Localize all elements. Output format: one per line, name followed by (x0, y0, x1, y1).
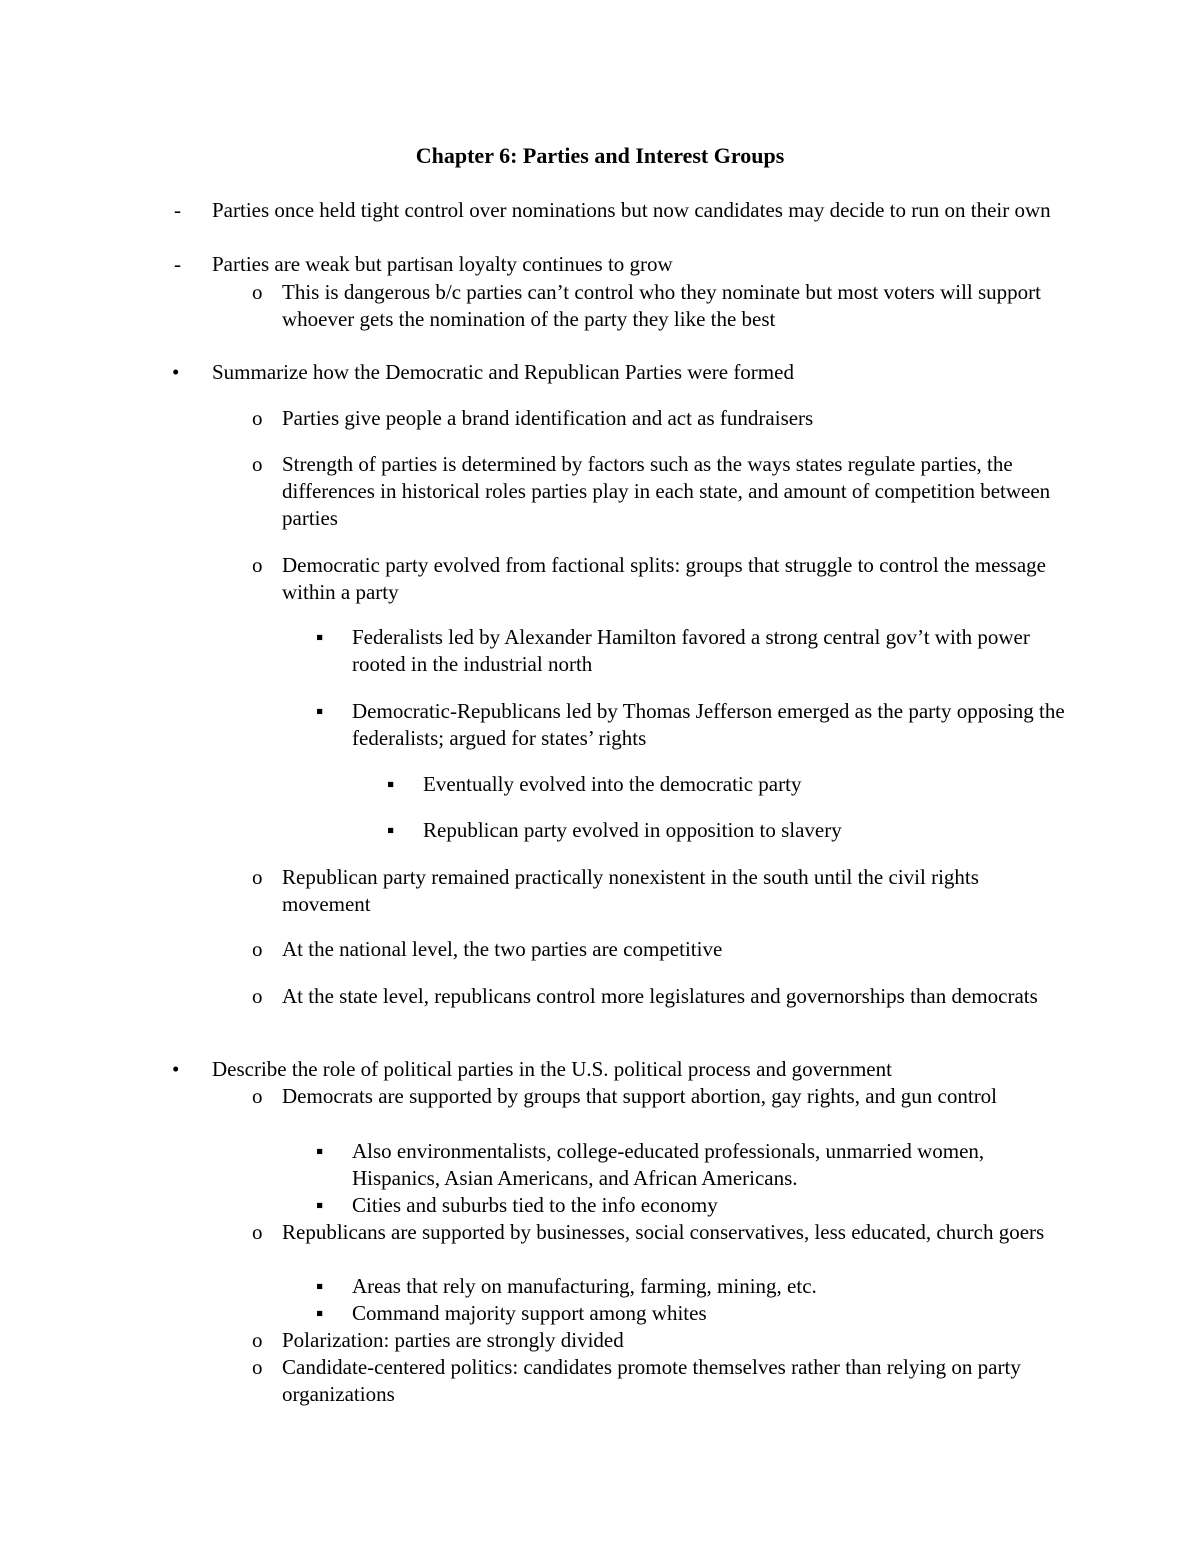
list-item: o Democrats are supported by groups that support abortion, gay rights, and gun control (252, 1084, 998, 1108)
list-item: ▪ Areas that rely on manufacturing, farming, mining, etc. (316, 1274, 817, 1298)
list-item: o Polarization: parties are strongly divided (252, 1328, 624, 1352)
list-item: o Strength of parties is determined by factors such as the ways states regulate parties, the differences in historical roles parties play in each state, and amount of competition between parties (252, 452, 1051, 530)
square-marker: ▪ (387, 772, 395, 796)
page-title: Chapter 6: Parties and Interest Groups (415, 143, 785, 168)
list-item: ▪ Republican party evolved in opposition to slavery (387, 818, 842, 842)
dash-marker: - (174, 198, 181, 222)
list-item: o Parties give people a brand identification and act as fundraisers (252, 406, 814, 430)
dash-marker: - (174, 252, 181, 276)
square-marker: ▪ (387, 818, 395, 842)
list-item: • Describe the role of political parties in the U.S. political process and government (172, 1057, 892, 1081)
list-item: ▪ Federalists led by Alexander Hamilton favored a strong central gov’t with power rooted in the industrial north (316, 625, 1030, 676)
list-item: o Democratic party evolved from factional splits: groups that struggle to control the message within a party (252, 553, 1046, 604)
list-item: ▪ Democratic-Republicans led by Thomas Jefferson emerged as the party opposing the federalists; argued for states’ rights (316, 699, 1065, 750)
list-item: o Candidate-centered politics: candidates promote themselves rather than relying on party organizations (252, 1355, 1021, 1406)
list-item: ▪ Command majority support among whites (316, 1301, 707, 1325)
list-item: o At the national level, the two parties are competitive (252, 937, 723, 961)
square-marker: ▪ (316, 1274, 324, 1298)
square-marker: ▪ (316, 1193, 324, 1217)
list-item: o At the state level, republicans control more legislatures and governorships than democrats (252, 984, 1038, 1008)
list-item: o Republican party remained practically nonexistent in the south until the civil rights movement (252, 865, 979, 916)
circle-marker: o (252, 1220, 263, 1244)
circle-marker: o (252, 937, 263, 961)
list-item: ▪ Cities and suburbs tied to the info economy (316, 1193, 718, 1217)
square-marker: ▪ (316, 625, 324, 649)
list-item: - Parties once held tight control over nominations but now candidates may decide to run on their own (174, 198, 1051, 222)
square-marker: ▪ (316, 699, 324, 723)
bullet-marker: • (172, 1057, 180, 1081)
circle-marker: o (252, 984, 263, 1008)
circle-marker: o (252, 865, 263, 889)
circle-marker: o (252, 280, 263, 304)
list-item: • Summarize how the Democratic and Republican Parties were formed (172, 360, 794, 384)
circle-marker: o (252, 406, 263, 430)
list-item: o This is dangerous b/c parties can’t control who they nominate but most voters will support whoever gets the nomination of the party they like the best (252, 280, 1041, 331)
list-item: ▪ Also environmentalists, college-educated professionals, unmarried women, Hispanics, Asian Americans, and African Americans. (316, 1139, 985, 1190)
circle-marker: o (252, 452, 263, 476)
circle-marker: o (252, 1355, 263, 1379)
circle-marker: o (252, 1328, 263, 1352)
circle-marker: o (252, 1084, 263, 1108)
circle-marker: o (252, 553, 263, 577)
list-item: o Republicans are supported by businesses, social conservatives, less educated, church goers (252, 1220, 1045, 1244)
square-marker: ▪ (316, 1301, 324, 1325)
bullet-marker: • (172, 360, 180, 384)
list-item: - Parties are weak but partisan loyalty continues to grow (174, 252, 673, 276)
square-marker: ▪ (316, 1139, 324, 1163)
list-item: ▪ Eventually evolved into the democratic party (387, 772, 802, 796)
